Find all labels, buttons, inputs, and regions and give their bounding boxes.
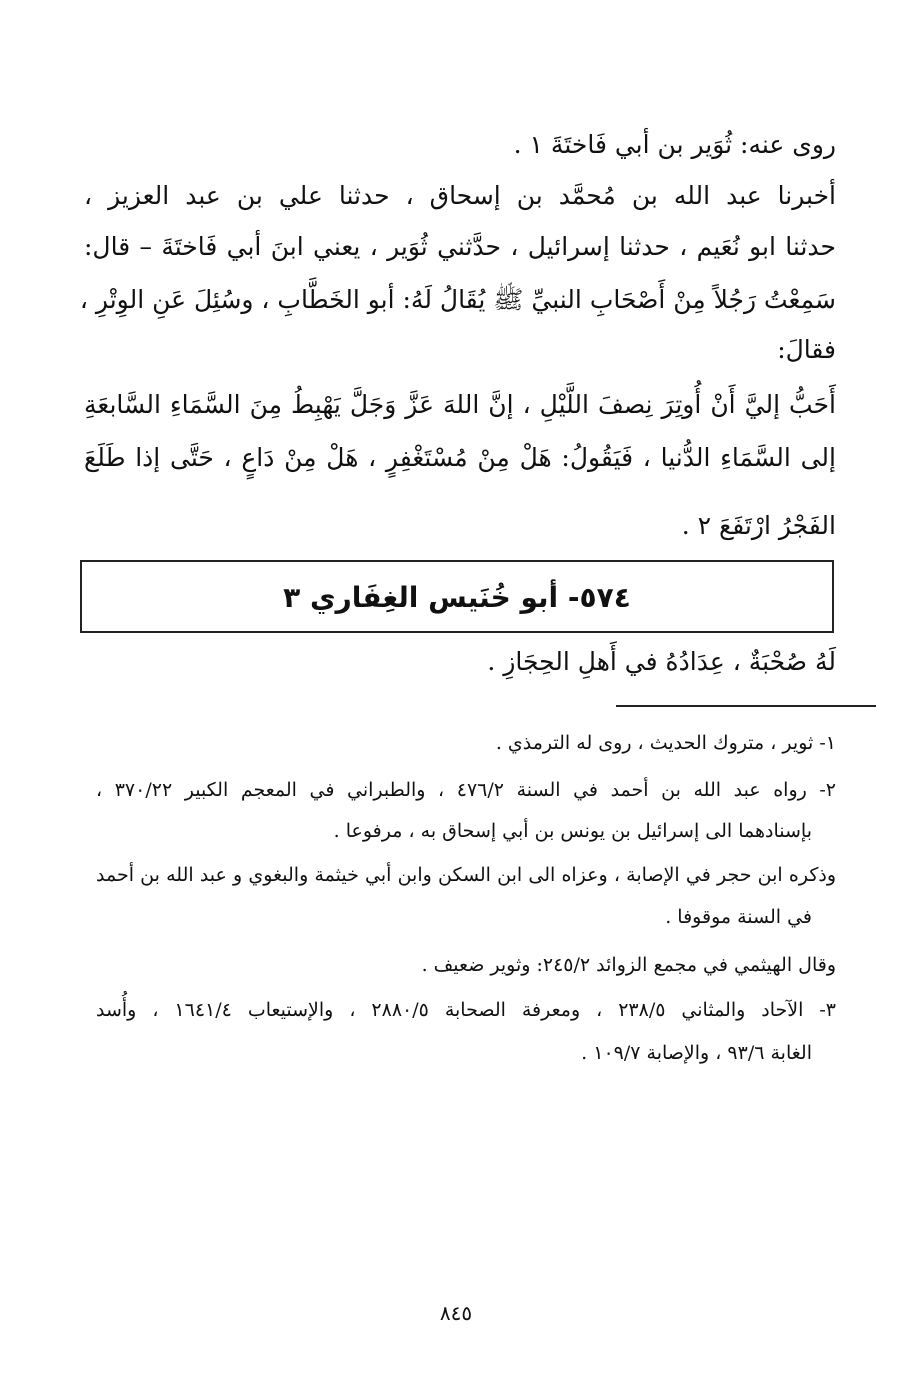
isnad-line-1: أخبرنا عبد الله بن مُحمَّد بن إسحاق ، حدثنا علي بن عبد العزيز ، (84, 181, 836, 210)
hadith-line-2: إلى السَّمَاءِ الدُّنيا ، فَيَقُولُ: هَلْ مِنْ مُسْتَغْفِرٍ ، هَلْ مِنْ دَاعٍ ، حَتَّى إذا طَلَعَ (84, 443, 836, 472)
footnote-2-line-5: وقال الهيثمي في مجمع الزوائد ٢٤٥/٢: وثوير ضعيف . (421, 954, 836, 976)
page-number: ٨٤٥ (439, 1301, 473, 1325)
isnad-line-2: حدثنا ابو نُعَيم ، حدثنا إسرائيل ، حدَّثني ثُوَير ، يعني ابنَ أبي فَاختَةَ – قال: (84, 232, 836, 261)
entry-heading-box (80, 560, 834, 633)
entry-description: لَهُ صُحْبَةٌ ، عِدَادُهُ في أَهلِ الحِجَازِ . (487, 647, 836, 676)
footnote-1: ١- ثوير ، متروك الحديث ، روى له الترمذي . (495, 732, 836, 754)
entry-heading: ٥٧٤- أبو خُنَيس الغِفَاري ٣ (283, 581, 631, 614)
footnote-3-line-2: الغابة ٩٣/٦ ، والإصابة ١٠٩/٧ . (581, 1042, 812, 1064)
footnote-2-line-3: وذكره ابن حجر في الإصابة ، وعزاه الى ابن السكن وابن أبي خيثمة والبغوي و عبد الله بن أحمد (96, 864, 836, 886)
footnote-divider (616, 705, 876, 707)
isnad-line-4: فقالَ: (777, 335, 836, 364)
footnote-2-line-1: ٢- رواه عبد الله بن أحمد في السنة ٤٧٦/٢ ، والطبراني في المعجم الكبير ٣٧٠/٢٢ ، (96, 779, 837, 801)
footnote-2-line-2: بإسنادهما الى إسرائيل بن يونس بن أبي إسحاق به ، مرفوعا . (333, 820, 812, 842)
footnote-2-line-4: في السنة موقوفا . (665, 906, 812, 928)
footnote-3-line-1: ٣- الآحاد والمثاني ٢٣٨/٥ ، ومعرفة الصحابة ٢٨٨٠/٥ ، والإستيعاب ١٦٤١/٤ ، وأُسد (96, 999, 836, 1021)
hadith-line-3: الفَجْرُ ارْتَفَعَ ٢ . (681, 511, 836, 540)
narrator-line: روى عنه: ثُوَير بن أبي فَاختَةَ ١ . (513, 130, 836, 159)
isnad-line-3: سَمِعْتُ رَجُلاً مِنْ أَصْحَابِ النبيِّ ﷺ يُقَالُ لَهُ: أبو الخَطَّابِ ، وسُئِلَ عَنِ الوِتْرِ ، (79, 285, 836, 314)
hadith-line-1: أَحَبُّ إليَّ أَنْ أُوتِرَ نِصفَ اللَّيْلِ ، إنَّ اللهَ عَزَّ وَجَلَّ يَهْبِطُ مِنَ السَّمَاءِ السَّابعَةِ (84, 390, 836, 419)
